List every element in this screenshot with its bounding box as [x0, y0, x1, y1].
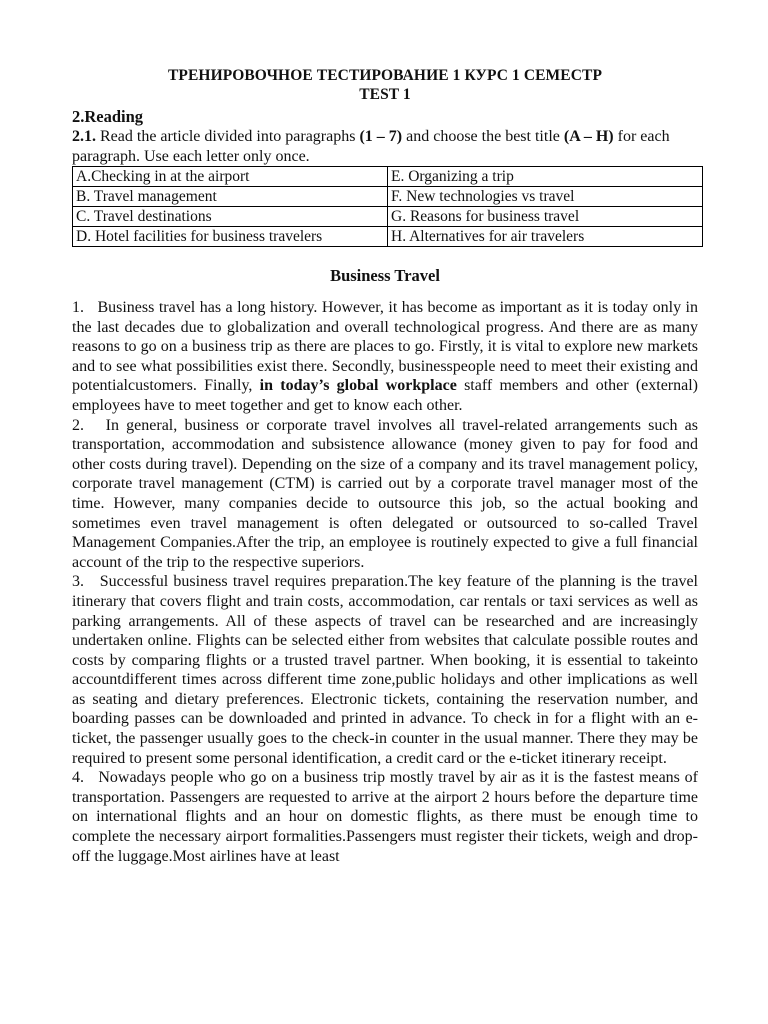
paragraph-text: Nowadays people who go on a business trip mostly travel by air as it is the fastest means of transportation. Passengers are requested to arrive at the airport 2 hours before the departure time on international flights and an hour on domestic flights, as there must be enough time to complete the necessary airport formalities.Passengers must register their tickets, weigh and drop-off the luggage.Most airlines have at least: [72, 769, 699, 865]
paragraph-text: In general, business or corporate travel involves all travel-related arrangements such as transportation, accommodation and subsistence allowance (money given to pay for food and other costs during travel). Depending on the size of a company and its travel management policy, corporate travel management (CTM) is carried out by a corporate travel manager most of the time. However, many companies decide to outsource this job, so the actual booking and sometimes even travel management is often delegated or outsourced to so-called Travel Management Companies.After the trip, an employee is routinely expected to give a full financial account of the trip to the respective superiors.: [72, 416, 699, 571]
table-cell: F. New technologies vs travel: [388, 187, 703, 207]
article-paragraph-1: [72, 298, 698, 416]
instruction-text-c: for each paragraph. Use each letter only once.: [72, 128, 670, 165]
bold-phrase: in today’s global workplace: [259, 377, 457, 395]
table-row: [73, 207, 703, 227]
table-row: [73, 227, 703, 247]
document-header: [72, 66, 698, 104]
paragraph-range: (1 – 7): [359, 128, 403, 145]
paragraph-text: Business travel has a long history. However, it has become as important as it is today only in the last decades due to globalization and overall technological progress. And there are as many reasons to go on a business trip as there are places to go. Firstly, it is vital to explore new markets and to see what possibilities exist there. Secondly, businesspeople need to meet their existing and potentialcustomers. Finally,: [72, 299, 699, 395]
article-paragraph-2: [72, 416, 698, 573]
paragraph-text: Successful business travel requires preparation.The key feature of the planning is the travel itinerary that covers flight and train costs, accommodation, car rentals or taxi services as well as parking arrangements. All of these aspects of travel can be researched and are increasingly undertaken online. Flights can be selected either from websites that calculate possible routes and costs by comparing flights or a trusted travel partner. When booking, it is essential to takeinto accountdifferent times across different time zone,public holidays and other implications as well as seating and dietary preferences. Electronic tickets, containing the reservation number, and boarding passes can be downloaded and printed in advance. To check in for a flight with an e-ticket, the passenger usually goes to the check-in counter in the usual manner. There they may be required to present some personal identification, a credit card or the e-ticket itinerary receipt.: [72, 573, 698, 767]
table-cell: G. Reasons for business travel: [388, 207, 703, 227]
table-cell: A.Checking in at the airport: [73, 167, 388, 187]
paragraph-text: staff members and other (external) employees have to meet together and get to know each other.: [72, 377, 699, 414]
table-cell: H. Alternatives for air travelers: [388, 227, 703, 247]
article-title: Business Travel: [330, 266, 440, 285]
task-instruction: [72, 127, 698, 166]
header-test-label: TEST 1: [359, 86, 411, 103]
titles-table: [72, 166, 703, 247]
instruction-text-a: Read the article divided into paragraphs: [96, 128, 360, 145]
article-paragraph-4: [72, 768, 698, 866]
paragraph-number: 1.: [72, 299, 84, 316]
table-row: [73, 167, 703, 187]
paragraph-number: 3.: [72, 573, 84, 591]
paragraph-number: 4.: [72, 769, 84, 787]
title-range: (A – H): [563, 128, 614, 145]
table-cell: D. Hotel facilities for business travelers: [73, 227, 388, 247]
table-cell: E. Organizing a trip: [388, 167, 703, 187]
paragraph-number: 2.: [72, 416, 84, 434]
table-row: [73, 187, 703, 207]
table-cell: C. Travel destinations: [73, 207, 388, 227]
header-title: ТРЕНИРОВОЧНОЕ ТЕСТИРОВАНИЕ 1 КУРС 1 СЕМЕСТР: [167, 67, 603, 84]
section-title: 2.Reading: [72, 107, 144, 126]
instruction-text-b: and choose the best title: [402, 128, 564, 145]
task-number: 2.1.: [72, 128, 96, 145]
table-cell: B. Travel management: [73, 187, 388, 207]
article-paragraph-3: [72, 572, 698, 768]
